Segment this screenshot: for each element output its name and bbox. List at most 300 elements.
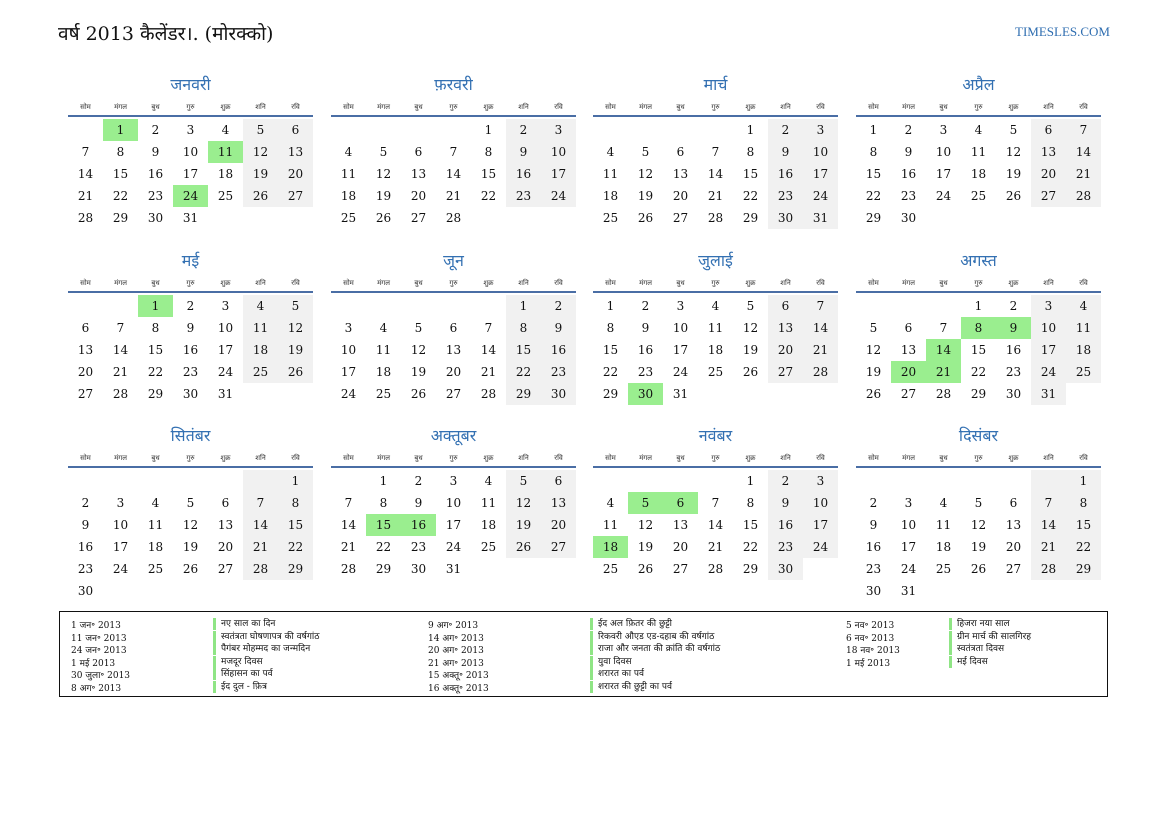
day-cell[interactable]: 7 [256, 496, 265, 510]
day-cell[interactable]: 6 [1044, 123, 1053, 137]
day-cell[interactable]: 9 [414, 496, 423, 510]
day-cell[interactable]: 29 [742, 562, 759, 576]
day-cell[interactable]: 3 [904, 496, 913, 510]
day-cell[interactable]: 27 [410, 211, 427, 225]
day-cell[interactable]: 25 [375, 387, 392, 401]
day-cell[interactable]: 30 [147, 211, 164, 225]
day-cell[interactable]: 12 [637, 518, 654, 532]
day-cell[interactable]: 14 [1075, 145, 1092, 159]
day-cell[interactable]: 24 [900, 562, 917, 576]
holiday-day-cell[interactable]: 30 [628, 383, 663, 405]
day-cell[interactable]: 30 [410, 562, 427, 576]
day-cell[interactable]: 20 [550, 518, 567, 532]
day-cell[interactable]: 20 [672, 189, 689, 203]
day-cell[interactable]: 15 [742, 518, 759, 532]
day-cell[interactable]: 18 [480, 518, 497, 532]
day-cell[interactable]: 13 [672, 518, 689, 532]
day-cell[interactable]: 3 [554, 123, 563, 137]
day-cell[interactable]: 17 [812, 518, 829, 532]
day-cell[interactable]: 18 [1075, 343, 1092, 357]
day-cell[interactable]: 11 [1075, 321, 1092, 335]
day-cell[interactable]: 23 [637, 365, 654, 379]
day-cell[interactable]: 3 [676, 299, 685, 313]
day-cell[interactable]: 25 [340, 211, 357, 225]
day-cell[interactable]: 9 [519, 145, 528, 159]
day-cell[interactable]: 8 [606, 321, 615, 335]
day-cell[interactable]: 5 [746, 299, 755, 313]
day-cell[interactable]: 30 [182, 387, 199, 401]
day-cell[interactable]: 28 [707, 562, 724, 576]
day-cell[interactable]: 18 [252, 343, 269, 357]
day-cell[interactable]: 19 [865, 365, 882, 379]
day-cell[interactable]: 26 [287, 365, 304, 379]
day-cell[interactable]: 8 [519, 321, 528, 335]
day-cell[interactable]: 3 [186, 123, 195, 137]
day-cell[interactable]: 12 [637, 167, 654, 181]
day-cell[interactable]: 9 [641, 321, 650, 335]
day-cell[interactable]: 15 [1075, 518, 1092, 532]
day-cell[interactable]: 31 [672, 387, 689, 401]
day-cell[interactable]: 16 [182, 343, 199, 357]
day-cell[interactable]: 7 [816, 299, 825, 313]
day-cell[interactable]: 27 [1005, 562, 1022, 576]
holiday-day-cell[interactable]: 21 [926, 361, 961, 383]
day-cell[interactable]: 10 [672, 321, 689, 335]
day-cell[interactable]: 2 [641, 299, 650, 313]
day-cell[interactable]: 11 [707, 321, 724, 335]
day-cell[interactable]: 8 [746, 145, 755, 159]
holiday-day-cell[interactable]: 8 [961, 317, 996, 339]
day-cell[interactable]: 2 [519, 123, 528, 137]
day-cell[interactable]: 16 [900, 167, 917, 181]
day-cell[interactable]: 20 [672, 540, 689, 554]
day-cell[interactable]: 27 [445, 387, 462, 401]
day-cell[interactable]: 27 [287, 189, 304, 203]
day-cell[interactable]: 8 [151, 321, 160, 335]
day-cell[interactable]: 27 [1040, 189, 1057, 203]
day-cell[interactable]: 12 [375, 167, 392, 181]
day-cell[interactable]: 6 [554, 474, 563, 488]
day-cell[interactable]: 16 [777, 518, 794, 532]
day-cell[interactable]: 25 [602, 211, 619, 225]
day-cell[interactable]: 9 [81, 518, 90, 532]
site-link[interactable]: TIMESLES.COM [1015, 24, 1110, 39]
day-cell[interactable]: 18 [602, 189, 619, 203]
day-cell[interactable]: 27 [900, 387, 917, 401]
day-cell[interactable]: 4 [344, 145, 353, 159]
day-cell[interactable]: 17 [182, 167, 199, 181]
day-cell[interactable]: 21 [812, 343, 829, 357]
day-cell[interactable]: 24 [672, 365, 689, 379]
day-cell[interactable]: 26 [637, 562, 654, 576]
day-cell[interactable]: 24 [445, 540, 462, 554]
day-cell[interactable]: 29 [515, 387, 532, 401]
day-cell[interactable]: 16 [637, 343, 654, 357]
day-cell[interactable]: 22 [147, 365, 164, 379]
day-cell[interactable]: 17 [1040, 343, 1057, 357]
day-cell[interactable]: 20 [217, 540, 234, 554]
day-cell[interactable]: 28 [445, 211, 462, 225]
day-cell[interactable]: 8 [291, 496, 300, 510]
day-cell[interactable]: 15 [480, 167, 497, 181]
day-cell[interactable]: 26 [375, 211, 392, 225]
day-cell[interactable]: 14 [445, 167, 462, 181]
day-cell[interactable]: 7 [81, 145, 90, 159]
day-cell[interactable]: 2 [904, 123, 913, 137]
day-cell[interactable]: 19 [970, 540, 987, 554]
day-cell[interactable]: 7 [116, 321, 125, 335]
day-cell[interactable]: 19 [410, 365, 427, 379]
day-cell[interactable]: 21 [1040, 540, 1057, 554]
day-cell[interactable]: 10 [340, 343, 357, 357]
day-cell[interactable]: 4 [711, 299, 720, 313]
day-cell[interactable]: 30 [865, 584, 882, 598]
day-cell[interactable]: 4 [221, 123, 230, 137]
day-cell[interactable]: 10 [550, 145, 567, 159]
day-cell[interactable]: 3 [1044, 299, 1053, 313]
day-cell[interactable]: 20 [287, 167, 304, 181]
day-cell[interactable]: 18 [375, 365, 392, 379]
day-cell[interactable]: 2 [414, 474, 423, 488]
day-cell[interactable]: 14 [707, 518, 724, 532]
day-cell[interactable]: 27 [217, 562, 234, 576]
day-cell[interactable]: 2 [186, 299, 195, 313]
day-cell[interactable]: 3 [344, 321, 353, 335]
day-cell[interactable]: 11 [252, 321, 269, 335]
day-cell[interactable]: 10 [112, 518, 129, 532]
day-cell[interactable]: 13 [445, 343, 462, 357]
day-cell[interactable]: 19 [1005, 167, 1022, 181]
day-cell[interactable]: 21 [707, 189, 724, 203]
day-cell[interactable]: 11 [602, 167, 619, 181]
day-cell[interactable]: 24 [935, 189, 952, 203]
day-cell[interactable]: 12 [865, 343, 882, 357]
day-cell[interactable]: 23 [410, 540, 427, 554]
day-cell[interactable]: 20 [410, 189, 427, 203]
day-cell[interactable]: 4 [1079, 299, 1088, 313]
day-cell[interactable]: 4 [484, 474, 493, 488]
day-cell[interactable]: 23 [182, 365, 199, 379]
day-cell[interactable]: 4 [256, 299, 265, 313]
day-cell[interactable]: 21 [340, 540, 357, 554]
day-cell[interactable]: 6 [449, 321, 458, 335]
day-cell[interactable]: 7 [344, 496, 353, 510]
day-cell[interactable]: 10 [1040, 321, 1057, 335]
day-cell[interactable]: 18 [707, 343, 724, 357]
day-cell[interactable]: 22 [1075, 540, 1092, 554]
day-cell[interactable]: 15 [865, 167, 882, 181]
day-cell[interactable]: 12 [410, 343, 427, 357]
day-cell[interactable]: 29 [1075, 562, 1092, 576]
day-cell[interactable]: 20 [1040, 167, 1057, 181]
day-cell[interactable]: 30 [777, 211, 794, 225]
day-cell[interactable]: 12 [252, 145, 269, 159]
day-cell[interactable]: 7 [1079, 123, 1088, 137]
day-cell[interactable]: 20 [777, 343, 794, 357]
day-cell[interactable]: 21 [707, 540, 724, 554]
day-cell[interactable]: 23 [77, 562, 94, 576]
day-cell[interactable]: 31 [812, 211, 829, 225]
day-cell[interactable]: 1 [519, 299, 528, 313]
day-cell[interactable]: 15 [970, 343, 987, 357]
day-cell[interactable]: 21 [112, 365, 129, 379]
day-cell[interactable]: 26 [637, 211, 654, 225]
day-cell[interactable]: 2 [554, 299, 563, 313]
day-cell[interactable]: 19 [637, 189, 654, 203]
day-cell[interactable]: 8 [379, 496, 388, 510]
day-cell[interactable]: 8 [746, 496, 755, 510]
day-cell[interactable]: 14 [112, 343, 129, 357]
day-cell[interactable]: 5 [974, 496, 983, 510]
day-cell[interactable]: 23 [865, 562, 882, 576]
day-cell[interactable]: 17 [900, 540, 917, 554]
day-cell[interactable]: 16 [77, 540, 94, 554]
day-cell[interactable]: 11 [970, 145, 987, 159]
day-cell[interactable]: 26 [970, 562, 987, 576]
day-cell[interactable]: 19 [637, 540, 654, 554]
day-cell[interactable]: 13 [217, 518, 234, 532]
day-cell[interactable]: 6 [781, 299, 790, 313]
day-cell[interactable]: 20 [445, 365, 462, 379]
day-cell[interactable]: 3 [449, 474, 458, 488]
day-cell[interactable]: 23 [900, 189, 917, 203]
day-cell[interactable]: 8 [484, 145, 493, 159]
day-cell[interactable]: 10 [935, 145, 952, 159]
day-cell[interactable]: 2 [151, 123, 160, 137]
day-cell[interactable]: 5 [1009, 123, 1018, 137]
holiday-day-cell[interactable]: 16 [401, 514, 436, 536]
day-cell[interactable]: 10 [182, 145, 199, 159]
day-cell[interactable]: 28 [707, 211, 724, 225]
day-cell[interactable]: 17 [445, 518, 462, 532]
day-cell[interactable]: 5 [414, 321, 423, 335]
day-cell[interactable]: 1 [484, 123, 493, 137]
day-cell[interactable]: 2 [81, 496, 90, 510]
day-cell[interactable]: 9 [186, 321, 195, 335]
day-cell[interactable]: 14 [812, 321, 829, 335]
day-cell[interactable]: 22 [742, 540, 759, 554]
day-cell[interactable]: 13 [1040, 145, 1057, 159]
day-cell[interactable]: 14 [707, 167, 724, 181]
day-cell[interactable]: 23 [1005, 365, 1022, 379]
day-cell[interactable]: 10 [900, 518, 917, 532]
day-cell[interactable]: 6 [676, 145, 685, 159]
day-cell[interactable]: 16 [147, 167, 164, 181]
day-cell[interactable]: 10 [812, 496, 829, 510]
day-cell[interactable]: 17 [935, 167, 952, 181]
day-cell[interactable]: 25 [602, 562, 619, 576]
day-cell[interactable]: 25 [970, 189, 987, 203]
day-cell[interactable]: 31 [182, 211, 199, 225]
day-cell[interactable]: 5 [379, 145, 388, 159]
day-cell[interactable]: 13 [672, 167, 689, 181]
day-cell[interactable]: 3 [816, 123, 825, 137]
holiday-day-cell[interactable]: 14 [926, 339, 961, 361]
day-cell[interactable]: 28 [935, 387, 952, 401]
day-cell[interactable]: 13 [1005, 518, 1022, 532]
day-cell[interactable]: 24 [812, 189, 829, 203]
day-cell[interactable]: 22 [480, 189, 497, 203]
day-cell[interactable]: 24 [112, 562, 129, 576]
day-cell[interactable]: 16 [865, 540, 882, 554]
day-cell[interactable]: 7 [484, 321, 493, 335]
day-cell[interactable]: 31 [217, 387, 234, 401]
day-cell[interactable]: 1 [974, 299, 983, 313]
day-cell[interactable]: 21 [252, 540, 269, 554]
holiday-day-cell[interactable]: 9 [996, 317, 1031, 339]
day-cell[interactable]: 12 [182, 518, 199, 532]
day-cell[interactable]: 26 [865, 387, 882, 401]
day-cell[interactable]: 28 [340, 562, 357, 576]
holiday-day-cell[interactable]: 1 [138, 295, 173, 317]
holiday-day-cell[interactable]: 6 [663, 492, 698, 514]
day-cell[interactable]: 22 [602, 365, 619, 379]
day-cell[interactable]: 29 [865, 211, 882, 225]
day-cell[interactable]: 4 [379, 321, 388, 335]
day-cell[interactable]: 10 [812, 145, 829, 159]
day-cell[interactable]: 2 [781, 474, 790, 488]
day-cell[interactable]: 22 [970, 365, 987, 379]
day-cell[interactable]: 3 [116, 496, 125, 510]
day-cell[interactable]: 5 [869, 321, 878, 335]
day-cell[interactable]: 28 [812, 365, 829, 379]
day-cell[interactable]: 20 [1005, 540, 1022, 554]
day-cell[interactable]: 13 [900, 343, 917, 357]
day-cell[interactable]: 24 [812, 540, 829, 554]
day-cell[interactable]: 22 [112, 189, 129, 203]
day-cell[interactable]: 10 [445, 496, 462, 510]
day-cell[interactable]: 13 [777, 321, 794, 335]
day-cell[interactable]: 17 [112, 540, 129, 554]
day-cell[interactable]: 8 [869, 145, 878, 159]
day-cell[interactable]: 7 [711, 145, 720, 159]
day-cell[interactable]: 4 [606, 496, 615, 510]
day-cell[interactable]: 21 [1075, 167, 1092, 181]
day-cell[interactable]: 22 [865, 189, 882, 203]
day-cell[interactable]: 7 [939, 321, 948, 335]
day-cell[interactable]: 23 [777, 540, 794, 554]
day-cell[interactable]: 16 [515, 167, 532, 181]
day-cell[interactable]: 1 [379, 474, 388, 488]
day-cell[interactable]: 6 [291, 123, 300, 137]
day-cell[interactable]: 3 [939, 123, 948, 137]
day-cell[interactable]: 28 [480, 387, 497, 401]
day-cell[interactable]: 4 [151, 496, 160, 510]
day-cell[interactable]: 23 [777, 189, 794, 203]
day-cell[interactable]: 26 [252, 189, 269, 203]
day-cell[interactable]: 7 [1044, 496, 1053, 510]
day-cell[interactable]: 2 [781, 123, 790, 137]
day-cell[interactable]: 16 [550, 343, 567, 357]
day-cell[interactable]: 16 [777, 167, 794, 181]
day-cell[interactable]: 14 [480, 343, 497, 357]
day-cell[interactable]: 5 [641, 145, 650, 159]
day-cell[interactable]: 26 [1005, 189, 1022, 203]
day-cell[interactable]: 27 [777, 365, 794, 379]
day-cell[interactable]: 11 [375, 343, 392, 357]
day-cell[interactable]: 17 [812, 167, 829, 181]
day-cell[interactable]: 15 [287, 518, 304, 532]
day-cell[interactable]: 10 [217, 321, 234, 335]
day-cell[interactable]: 23 [550, 365, 567, 379]
day-cell[interactable]: 21 [445, 189, 462, 203]
day-cell[interactable]: 30 [900, 211, 917, 225]
day-cell[interactable]: 9 [869, 518, 878, 532]
day-cell[interactable]: 12 [970, 518, 987, 532]
day-cell[interactable]: 15 [515, 343, 532, 357]
day-cell[interactable]: 25 [480, 540, 497, 554]
day-cell[interactable]: 8 [1079, 496, 1088, 510]
holiday-day-cell[interactable]: 5 [628, 492, 663, 514]
day-cell[interactable]: 28 [252, 562, 269, 576]
holiday-day-cell[interactable]: 15 [366, 514, 401, 536]
day-cell[interactable]: 15 [147, 343, 164, 357]
day-cell[interactable]: 11 [480, 496, 497, 510]
day-cell[interactable]: 29 [742, 211, 759, 225]
day-cell[interactable]: 29 [602, 387, 619, 401]
day-cell[interactable]: 15 [112, 167, 129, 181]
day-cell[interactable]: 14 [1040, 518, 1057, 532]
day-cell[interactable]: 17 [672, 343, 689, 357]
day-cell[interactable]: 27 [550, 540, 567, 554]
day-cell[interactable]: 29 [147, 387, 164, 401]
day-cell[interactable]: 28 [77, 211, 94, 225]
day-cell[interactable]: 19 [182, 540, 199, 554]
day-cell[interactable]: 17 [340, 365, 357, 379]
day-cell[interactable]: 23 [515, 189, 532, 203]
day-cell[interactable]: 17 [217, 343, 234, 357]
day-cell[interactable]: 1 [746, 123, 755, 137]
day-cell[interactable]: 4 [939, 496, 948, 510]
day-cell[interactable]: 9 [554, 321, 563, 335]
holiday-day-cell[interactable]: 1 [103, 119, 138, 141]
day-cell[interactable]: 2 [1009, 299, 1018, 313]
day-cell[interactable]: 29 [375, 562, 392, 576]
day-cell[interactable]: 14 [340, 518, 357, 532]
day-cell[interactable]: 16 [1005, 343, 1022, 357]
day-cell[interactable]: 30 [777, 562, 794, 576]
day-cell[interactable]: 1 [291, 474, 300, 488]
day-cell[interactable]: 25 [147, 562, 164, 576]
day-cell[interactable]: 18 [935, 540, 952, 554]
day-cell[interactable]: 12 [742, 321, 759, 335]
day-cell[interactable]: 9 [151, 145, 160, 159]
day-cell[interactable]: 12 [515, 496, 532, 510]
day-cell[interactable]: 25 [935, 562, 952, 576]
day-cell[interactable]: 17 [550, 167, 567, 181]
day-cell[interactable]: 27 [77, 387, 94, 401]
day-cell[interactable]: 1 [606, 299, 615, 313]
holiday-day-cell[interactable]: 18 [593, 536, 628, 558]
day-cell[interactable]: 4 [606, 145, 615, 159]
day-cell[interactable]: 27 [672, 562, 689, 576]
day-cell[interactable]: 25 [217, 189, 234, 203]
day-cell[interactable]: 22 [287, 540, 304, 554]
day-cell[interactable]: 1 [869, 123, 878, 137]
day-cell[interactable]: 22 [515, 365, 532, 379]
holiday-day-cell[interactable]: 20 [891, 361, 926, 383]
day-cell[interactable]: 1 [746, 474, 755, 488]
day-cell[interactable]: 31 [900, 584, 917, 598]
day-cell[interactable]: 2 [869, 496, 878, 510]
day-cell[interactable]: 24 [217, 365, 234, 379]
day-cell[interactable]: 6 [904, 321, 913, 335]
day-cell[interactable]: 22 [742, 189, 759, 203]
day-cell[interactable]: 31 [445, 562, 462, 576]
day-cell[interactable]: 7 [711, 496, 720, 510]
day-cell[interactable]: 11 [147, 518, 164, 532]
day-cell[interactable]: 5 [186, 496, 195, 510]
